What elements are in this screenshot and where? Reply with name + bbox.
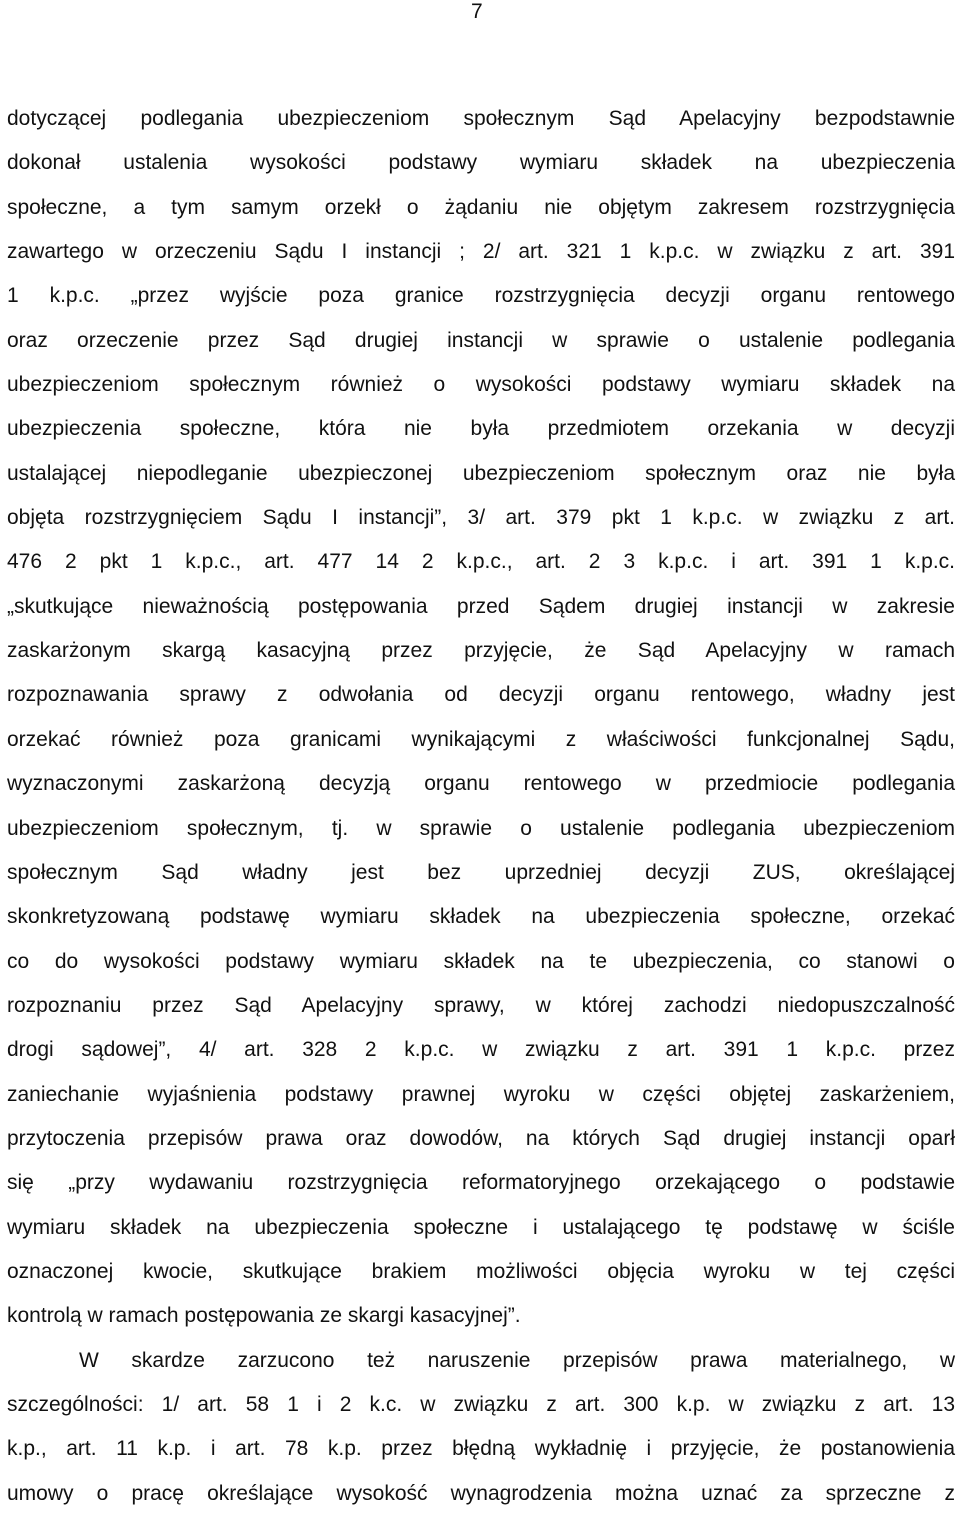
paragraph-end-line: kontrolą w ramach postępowania ze skargi kasacyjnej”.	[7, 1304, 521, 1328]
text-line: dokonał ustalenia wysokości podstawy wymiaru składek na ubezpieczenia	[7, 151, 955, 175]
text-line: szczególności: 1/ art. 58 1 i 2 k.c. w związku z art. 300 k.p. w związku z art. 13	[7, 1392, 955, 1416]
paragraph-start-line: W skardze zarzucono też naruszenie przepisów prawa materialnego, w	[79, 1348, 955, 1372]
text-line: zaskarżonym skargą kasacyjną przez przyjęcie, że Sąd Apelacyjny w ramach	[7, 639, 955, 663]
document-body	[7, 97, 955, 1516]
text-line: oznaczonej kwocie, skutkujące brakiem możliwości objęcia wyroku w tej części	[7, 1259, 955, 1283]
text-line: umowy o pracę określające wysokość wynagrodzenia można uznać za sprzeczne z	[7, 1481, 955, 1505]
text-line: „skutkujące nieważnością postępowania przed Sądem drugiej instancji w zakresie	[7, 594, 955, 618]
page-number: 7	[471, 0, 483, 23]
text-line: wymiaru składek na ubezpieczenia społeczne i ustalającego tę podstawę w ściśle	[7, 1215, 955, 1239]
text-line: co do wysokości podstawy wymiaru składek na te ubezpieczenia, co stanowi o	[7, 949, 955, 973]
text-line: zaniechanie wyjaśnienia podstawy prawnej wyroku w części objętej zaskarżeniem,	[7, 1082, 955, 1106]
text-line: społeczne, a tym samym orzekł o żądaniu nie objętym zakresem rozstrzygnięcia	[7, 195, 955, 219]
text-line: zawartego w orzeczeniu Sądu I instancji ; 2/ art. 321 1 k.p.c. w związku z art. 391	[7, 240, 955, 264]
text-line: się „przy wydawaniu rozstrzygnięcia reformatoryjnego orzekającego o podstawie	[7, 1171, 955, 1195]
text-line: k.p., art. 11 k.p. i art. 78 k.p. przez błędną wykładnię i przyjęcie, że postanowienia	[7, 1437, 955, 1461]
text-line: ubezpieczeniom społecznym również o wysokości podstawy wymiaru składek na	[7, 373, 955, 397]
text-line: orzekać również poza granicami wynikającymi z właściwości funkcjonalnej Sądu,	[7, 727, 955, 751]
text-line: ubezpieczenia społeczne, która nie była przedmiotem orzekania w decyzji	[7, 417, 955, 441]
text-line: rozpoznawania sprawy z odwołania od decyzji organu rentowego, władny jest	[7, 683, 955, 707]
text-line: objęta rozstrzygnięciem Sądu I instancji”, 3/ art. 379 pkt 1 k.p.c. w związku z art.	[7, 506, 955, 530]
text-line: drogi sądowej”, 4/ art. 328 2 k.p.c. w związku z art. 391 1 k.p.c. przez	[7, 1038, 955, 1062]
text-line: skonkretyzowaną podstawę wymiaru składek na ubezpieczenia społeczne, orzekać	[7, 905, 955, 929]
text-line: 1 k.p.c. „przez wyjście poza granice rozstrzygnięcia decyzji organu rentowego	[7, 284, 955, 308]
text-line: wyznaczonymi zaskarżoną decyzją organu rentowego w przedmiocie podlegania	[7, 772, 955, 796]
text-line: oraz orzeczenie przez Sąd drugiej instancji w sprawie o ustalenie podlegania	[7, 328, 955, 352]
text-line: przytoczenia przepisów prawa oraz dowodów, na których Sąd drugiej instancji oparł	[7, 1126, 955, 1150]
text-line: ustalającej niepodleganie ubezpieczonej ubezpieczeniom społecznym oraz nie była	[7, 461, 955, 485]
text-line: rozpoznaniu przez Sąd Apelacyjny sprawy, w której zachodzi niedopuszczalność	[7, 993, 955, 1017]
text-line: ubezpieczeniom społecznym, tj. w sprawie o ustalenie podlegania ubezpieczeniom	[7, 816, 955, 840]
text-line: 476 2 pkt 1 k.p.c., art. 477 14 2 k.p.c., art. 2 3 k.p.c. i art. 391 1 k.p.c.	[7, 550, 955, 574]
text-line: społecznym Sąd władny jest bez uprzedniej decyzji ZUS, określającej	[7, 860, 955, 884]
text-line: dotyczącej podlegania ubezpieczeniom społecznym Sąd Apelacyjny bezpodstawnie	[7, 107, 955, 130]
